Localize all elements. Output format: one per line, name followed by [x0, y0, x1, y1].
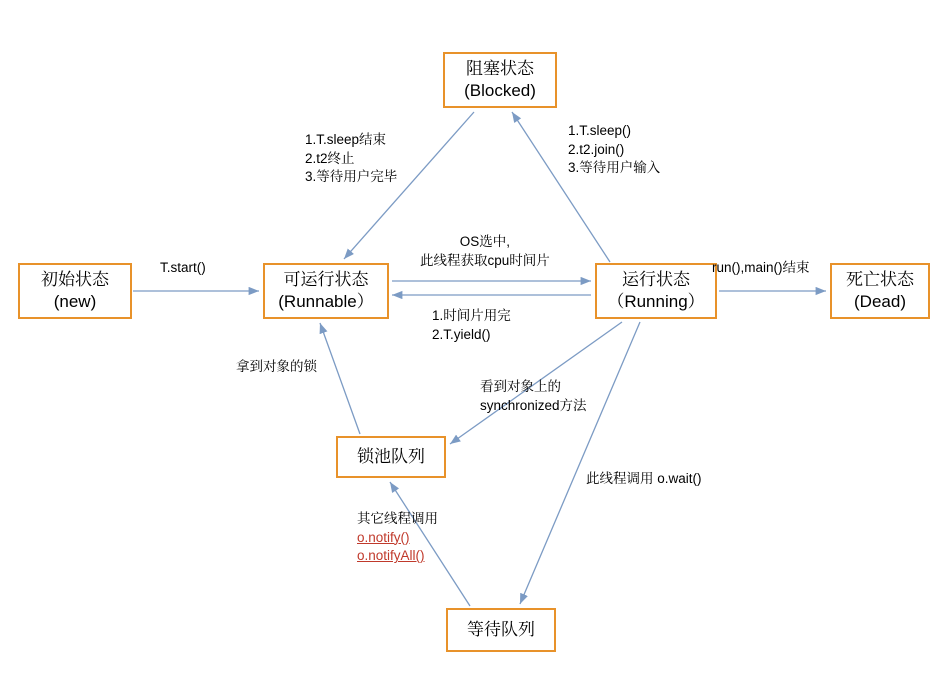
node-label-line1: 死亡状态	[846, 270, 914, 290]
node-label-line2: (Blocked)	[464, 81, 536, 100]
edge-label-running-to-blocked	[568, 122, 660, 178]
label-line: 2.T.yield()	[432, 326, 491, 342]
label-line: 此线程获取cpu时间片	[420, 252, 550, 268]
label-line: 此线程调用 o.wait()	[586, 471, 702, 486]
edge-label-running-to-runnable	[432, 307, 511, 344]
edge-label-notify	[357, 510, 438, 566]
state-node-blocked[interactable]	[443, 52, 557, 108]
label-line: 2.t2终止	[305, 150, 355, 166]
node-label-line1: 锁池队列	[357, 447, 425, 467]
edge-label-start	[160, 259, 206, 278]
edge-running-to-waitqueue	[520, 322, 640, 604]
node-label-line1: 可运行状态	[283, 270, 369, 290]
state-node-lock-pool[interactable]	[336, 436, 446, 478]
edge-label-synchronized	[480, 378, 587, 415]
label-line: 1.时间片用完	[432, 308, 511, 323]
label-line: 2.t2.join()	[568, 141, 625, 157]
label-line: o.notify()	[357, 529, 410, 545]
edge-label-blocked-to-runnable	[305, 131, 397, 187]
edge-lockpool-to-runnable	[320, 323, 360, 434]
node-label-line1: 运行状态	[622, 270, 690, 290]
state-node-dead[interactable]	[830, 263, 930, 319]
label-line: 看到对象上的	[480, 379, 561, 394]
label-line: 1.T.sleep()	[568, 123, 632, 138]
label-line: 拿到对象的锁	[236, 359, 317, 374]
edge-label-o-wait	[586, 470, 702, 489]
label-line: synchronized方法	[480, 397, 587, 413]
state-node-new[interactable]	[18, 263, 132, 319]
node-label-line2: (Runnable）	[278, 292, 374, 311]
node-label-line1: 等待队列	[467, 620, 535, 640]
node-label-line2: （Running）	[607, 292, 705, 311]
label-line: 3.等待用户完毕	[305, 169, 398, 185]
node-label-line1: 阻塞状态	[466, 59, 534, 79]
label-line: run(),main()结束	[712, 260, 810, 275]
state-node-running[interactable]	[595, 263, 717, 319]
node-label-line1: 初始状态	[41, 270, 109, 290]
label-line: 3.等待用户输入	[568, 160, 661, 176]
edge-label-runnable-to-running	[420, 233, 550, 270]
label-line: T.start()	[160, 260, 206, 275]
node-label-line2: (new)	[53, 292, 97, 311]
edge-label-run-main-end	[712, 259, 810, 278]
label-line: 1.T.sleep结束	[305, 132, 387, 147]
edge-label-lock-acquired	[236, 358, 317, 377]
node-label-line2: (Dead)	[854, 292, 906, 311]
label-line: OS选中,	[459, 234, 511, 249]
state-node-runnable[interactable]	[263, 263, 389, 319]
label-line: o.notifyAll()	[357, 548, 425, 564]
state-node-wait-queue[interactable]	[446, 608, 556, 652]
label-line: 其它线程调用	[357, 511, 438, 526]
